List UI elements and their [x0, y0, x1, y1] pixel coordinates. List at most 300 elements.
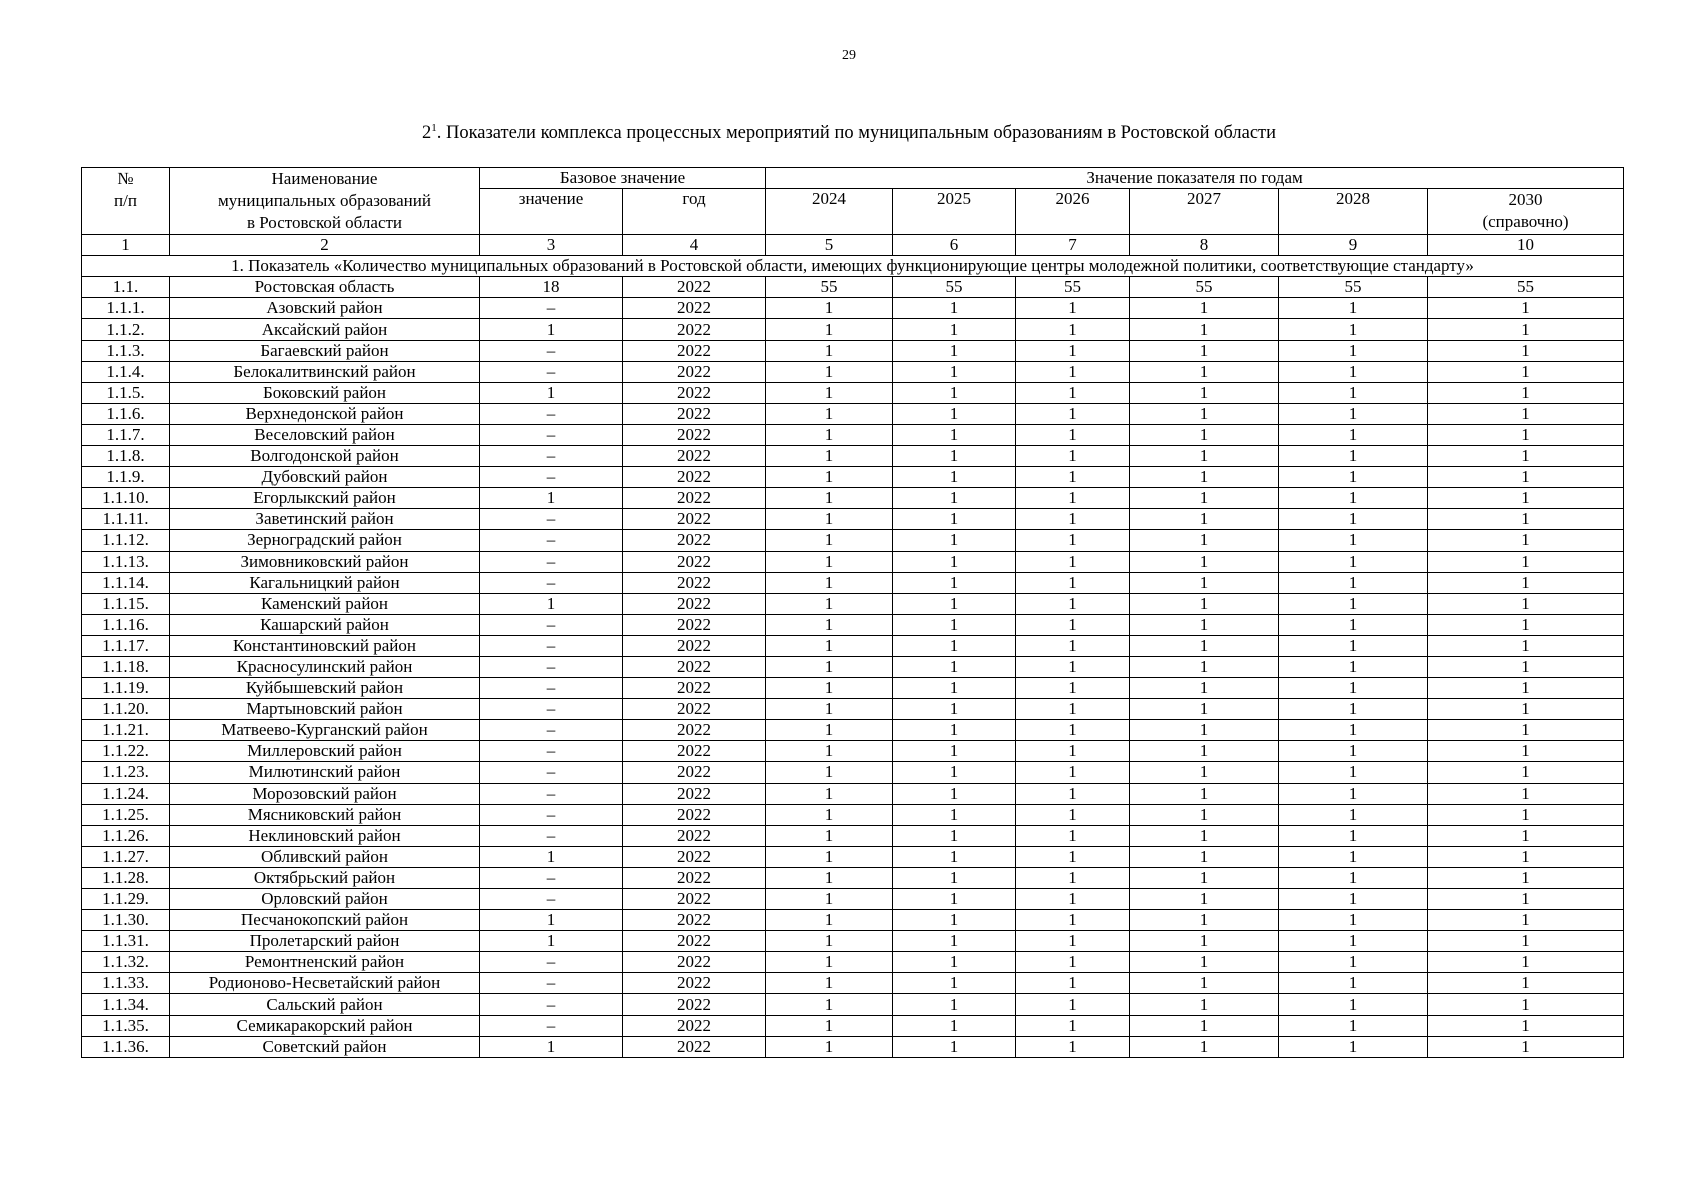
- table-row: [82, 509, 1624, 530]
- table-cell: 1: [1279, 446, 1428, 467]
- table-cell: 2022: [623, 572, 766, 593]
- table-cell: –: [480, 446, 623, 467]
- table-cell: 1: [1016, 846, 1130, 867]
- table-cell: 1.1.10.: [82, 488, 170, 509]
- table-cell: 1: [1130, 656, 1279, 677]
- table-row: [82, 277, 1624, 298]
- table-cell: 2022: [623, 1036, 766, 1057]
- table-cell: 1: [1130, 382, 1279, 403]
- table-cell: 2022: [623, 762, 766, 783]
- table-row: [82, 1036, 1624, 1057]
- municipality-name-cell: Миллеровский район: [170, 741, 480, 762]
- municipality-name-cell: Кагальницкий район: [170, 572, 480, 593]
- table-cell: 1: [893, 319, 1016, 340]
- table-cell: 2022: [623, 382, 766, 403]
- table-row: [82, 424, 1624, 445]
- column-number-cell: 1: [82, 235, 170, 256]
- table-cell: 1: [1130, 867, 1279, 888]
- table-cell: 1: [766, 403, 893, 424]
- table-cell: –: [480, 678, 623, 699]
- header-year-2025: 2025: [893, 189, 1016, 235]
- table-row: [82, 340, 1624, 361]
- table-cell: 1: [1016, 403, 1130, 424]
- table-cell: 1: [1428, 741, 1624, 762]
- header-base-group: Базовое значение: [480, 168, 766, 189]
- table-cell: 1: [1279, 382, 1428, 403]
- column-number-cell: 4: [623, 235, 766, 256]
- table-row: [82, 319, 1624, 340]
- table-cell: 2022: [623, 467, 766, 488]
- header-number-line2: п/п: [114, 191, 137, 210]
- table-cell: 2022: [623, 446, 766, 467]
- table-cell: 1: [1279, 298, 1428, 319]
- table-cell: 1.1.32.: [82, 952, 170, 973]
- municipality-name-cell: Волгодонской район: [170, 446, 480, 467]
- table-cell: 1: [1016, 572, 1130, 593]
- table-cell: 1: [893, 614, 1016, 635]
- table-cell: 1: [1279, 741, 1428, 762]
- table-row: [82, 889, 1624, 910]
- table-cell: 1: [1016, 1015, 1130, 1036]
- table-cell: 1: [1130, 931, 1279, 952]
- table-cell: 1: [766, 551, 893, 572]
- table-cell: 1: [1279, 867, 1428, 888]
- table-cell: 1.1.2.: [82, 319, 170, 340]
- table-cell: 1: [1016, 720, 1130, 741]
- municipality-name-cell: Семикаракорский район: [170, 1015, 480, 1036]
- table-cell: 1: [1130, 994, 1279, 1015]
- table-cell: 1: [766, 635, 893, 656]
- table-cell: 1: [893, 783, 1016, 804]
- table-cell: 2022: [623, 699, 766, 720]
- table-cell: 1: [893, 720, 1016, 741]
- table-cell: 1: [1016, 424, 1130, 445]
- section-row: [82, 256, 1624, 277]
- table-cell: –: [480, 551, 623, 572]
- table-cell: 1: [1428, 488, 1624, 509]
- table-cell: –: [480, 635, 623, 656]
- table-cell: 1: [1428, 551, 1624, 572]
- table-cell: 1: [1428, 783, 1624, 804]
- table-cell: 1: [893, 635, 1016, 656]
- table-row: [82, 973, 1624, 994]
- table-cell: 1: [766, 846, 893, 867]
- municipality-name-cell: Зимовниковский район: [170, 551, 480, 572]
- table-cell: 1: [766, 340, 893, 361]
- table-cell: 2022: [623, 804, 766, 825]
- table-cell: 1: [766, 488, 893, 509]
- table-cell: 1: [766, 783, 893, 804]
- table-cell: 2022: [623, 910, 766, 931]
- table-cell: 1: [1428, 530, 1624, 551]
- header-year-2030: [1428, 189, 1624, 235]
- table-cell: 1: [893, 889, 1016, 910]
- table-cell: –: [480, 994, 623, 1015]
- header-year-2028: 2028: [1279, 189, 1428, 235]
- table-cell: 1: [893, 530, 1016, 551]
- table-cell: 1.1.19.: [82, 678, 170, 699]
- table-cell: 2022: [623, 846, 766, 867]
- page-number: 29: [842, 48, 856, 63]
- table-cell: 1: [893, 340, 1016, 361]
- table-cell: 2022: [623, 635, 766, 656]
- municipality-name-cell: Пролетарский район: [170, 931, 480, 952]
- table-cell: 1: [766, 910, 893, 931]
- table-cell: 1.1.9.: [82, 467, 170, 488]
- table-cell: 1: [1428, 952, 1624, 973]
- header-year-2030-line1: 2030: [1508, 190, 1543, 210]
- table-cell: 1: [766, 509, 893, 530]
- header-year-2027: 2027: [1130, 189, 1279, 235]
- table-cell: –: [480, 889, 623, 910]
- section-title: 1. Показатель «Количество муниципальных образований в Ростовской области, имеющих функционирующие центры молодежной политики, соответствующие стандарту»: [82, 256, 1624, 277]
- table-cell: 1: [1016, 319, 1130, 340]
- table-cell: 1: [1279, 720, 1428, 741]
- table-cell: 1: [1279, 973, 1428, 994]
- column-number-cell: 2: [170, 235, 480, 256]
- column-number-cell: 7: [1016, 235, 1130, 256]
- table-cell: 1: [766, 804, 893, 825]
- table-cell: 1: [480, 319, 623, 340]
- table-cell: 1: [1428, 509, 1624, 530]
- table-cell: 2022: [623, 825, 766, 846]
- table-cell: 1: [1428, 446, 1624, 467]
- table-cell: 1: [1016, 593, 1130, 614]
- table-cell: 1: [1279, 889, 1428, 910]
- table-cell: 1: [1279, 762, 1428, 783]
- table-cell: 1: [893, 910, 1016, 931]
- table-row: [82, 994, 1624, 1015]
- table-cell: 1: [1279, 1036, 1428, 1057]
- table-cell: 1: [1428, 825, 1624, 846]
- table-cell: 1: [893, 825, 1016, 846]
- table-row: [82, 298, 1624, 319]
- table-cell: 1: [1130, 678, 1279, 699]
- table-cell: 1: [1428, 846, 1624, 867]
- table-cell: 1: [1130, 1036, 1279, 1057]
- table-cell: 1: [480, 593, 623, 614]
- title-text: . Показатели комплекса процессных мероприятий по муниципальным образованиям в Ростовской области: [436, 123, 1277, 143]
- table-cell: 2022: [623, 340, 766, 361]
- table-cell: –: [480, 952, 623, 973]
- table-cell: 1: [1016, 509, 1130, 530]
- table-cell: 1: [1016, 635, 1130, 656]
- table-cell: 1: [893, 467, 1016, 488]
- table-cell: 1.1.12.: [82, 530, 170, 551]
- table-cell: 1.1.35.: [82, 1015, 170, 1036]
- table-cell: 1: [1279, 530, 1428, 551]
- table-cell: 1: [893, 973, 1016, 994]
- municipality-name-cell: Константиновский район: [170, 635, 480, 656]
- table-cell: 1: [893, 656, 1016, 677]
- table-cell: 1.1.13.: [82, 551, 170, 572]
- table-cell: –: [480, 741, 623, 762]
- table-cell: 1: [766, 741, 893, 762]
- table-cell: 1: [1016, 551, 1130, 572]
- table-cell: 1.1.26.: [82, 825, 170, 846]
- header-number-line1: №: [117, 169, 134, 188]
- table-cell: 1: [1428, 867, 1624, 888]
- table-cell: 1: [1016, 910, 1130, 931]
- table-cell: 1: [1279, 614, 1428, 635]
- table-cell: 1.1.30.: [82, 910, 170, 931]
- table-cell: 1: [766, 762, 893, 783]
- table-cell: 1: [1279, 931, 1428, 952]
- table-cell: –: [480, 340, 623, 361]
- municipality-name-cell: Дубовский район: [170, 467, 480, 488]
- header-year-2030-line2: (справочно): [1482, 212, 1569, 232]
- table-cell: 18: [480, 277, 623, 298]
- table-cell: 1: [1130, 699, 1279, 720]
- table-cell: 1: [1130, 720, 1279, 741]
- table-cell: 1: [1279, 783, 1428, 804]
- title-number: 2: [421, 123, 432, 143]
- table-cell: 1.1.5.: [82, 382, 170, 403]
- table-cell: 1: [1428, 467, 1624, 488]
- table-cell: 1: [1279, 825, 1428, 846]
- table-cell: 1.1.31.: [82, 931, 170, 952]
- municipality-name-cell: Азовский район: [170, 298, 480, 319]
- table-cell: 1: [1130, 804, 1279, 825]
- table-cell: –: [480, 699, 623, 720]
- table-cell: 1: [1279, 319, 1428, 340]
- table-cell: 1: [1279, 467, 1428, 488]
- table-cell: 1.1.23.: [82, 762, 170, 783]
- table-cell: 1: [1130, 825, 1279, 846]
- table-cell: 2022: [623, 361, 766, 382]
- table-cell: 1: [1130, 593, 1279, 614]
- table-cell: 1: [893, 931, 1016, 952]
- table-cell: 1.1.25.: [82, 804, 170, 825]
- table-cell: 1.1.: [82, 277, 170, 298]
- table-cell: 2022: [623, 1015, 766, 1036]
- table-cell: 1.1.1.: [82, 298, 170, 319]
- table-row: [82, 572, 1624, 593]
- municipality-name-cell: Мартыновский район: [170, 699, 480, 720]
- table-row: [82, 446, 1624, 467]
- table-cell: 1: [893, 424, 1016, 445]
- table-cell: 1: [1016, 382, 1130, 403]
- table-cell: –: [480, 424, 623, 445]
- table-cell: 55: [1016, 277, 1130, 298]
- table-cell: 1: [766, 467, 893, 488]
- table-cell: 1: [766, 1015, 893, 1036]
- table-row: [82, 530, 1624, 551]
- table-cell: –: [480, 804, 623, 825]
- table-cell: 1: [1279, 572, 1428, 593]
- table-cell: –: [480, 973, 623, 994]
- table-cell: 1: [1130, 509, 1279, 530]
- table-cell: 1: [1016, 994, 1130, 1015]
- table-cell: 1: [893, 509, 1016, 530]
- table-cell: 1: [1279, 994, 1428, 1015]
- table-cell: 1: [893, 572, 1016, 593]
- municipality-name-cell: Верхнедонской район: [170, 403, 480, 424]
- table-cell: 1: [1016, 1036, 1130, 1057]
- table-cell: 2022: [623, 298, 766, 319]
- municipality-name-cell: Песчанокопский район: [170, 910, 480, 931]
- municipality-name-cell: Белокалитвинский район: [170, 361, 480, 382]
- table-row: [82, 593, 1624, 614]
- table-cell: 1: [480, 910, 623, 931]
- municipality-name-cell: Багаевский район: [170, 340, 480, 361]
- table-cell: 2022: [623, 277, 766, 298]
- table-cell: –: [480, 572, 623, 593]
- table-cell: 1.1.11.: [82, 509, 170, 530]
- table-cell: 1: [766, 298, 893, 319]
- table-cell: 1: [480, 382, 623, 403]
- table-cell: 1: [1279, 635, 1428, 656]
- table-cell: 1: [480, 846, 623, 867]
- table-cell: 2022: [623, 867, 766, 888]
- table-cell: 1: [1279, 952, 1428, 973]
- table-cell: 1: [1016, 825, 1130, 846]
- table-cell: 1: [893, 846, 1016, 867]
- municipality-name-cell: Орловский район: [170, 889, 480, 910]
- table-cell: 1: [1016, 530, 1130, 551]
- table-row: [82, 678, 1624, 699]
- table-row: [82, 1015, 1624, 1036]
- table-cell: 1: [766, 931, 893, 952]
- municipality-name-cell: Сальский район: [170, 994, 480, 1015]
- table-cell: 1: [1428, 762, 1624, 783]
- table-cell: 1.1.21.: [82, 720, 170, 741]
- header-number: [82, 168, 170, 235]
- municipality-name-cell: Куйбышевский район: [170, 678, 480, 699]
- table-cell: 1: [1279, 424, 1428, 445]
- column-number-cell: 3: [480, 235, 623, 256]
- table-cell: 1: [893, 699, 1016, 720]
- header-name-line3: в Ростовской области: [246, 213, 403, 232]
- table-cell: 1: [480, 1036, 623, 1057]
- table-cell: 1: [1130, 361, 1279, 382]
- table-cell: 1: [1428, 678, 1624, 699]
- table-cell: 1: [1428, 298, 1624, 319]
- table-cell: 2022: [623, 931, 766, 952]
- table-row: [82, 467, 1624, 488]
- table-cell: 1: [1130, 446, 1279, 467]
- table-cell: 1: [1016, 762, 1130, 783]
- table-body: [82, 256, 1624, 1058]
- table-row: [82, 762, 1624, 783]
- table-cell: 1: [1130, 551, 1279, 572]
- table-cell: 2022: [623, 952, 766, 973]
- table-cell: 2022: [623, 403, 766, 424]
- table-cell: 1: [1279, 656, 1428, 677]
- column-number-cell: 8: [1130, 235, 1279, 256]
- table-cell: 55: [766, 277, 893, 298]
- table-cell: 1: [893, 1015, 1016, 1036]
- table-cell: –: [480, 656, 623, 677]
- table-row: [82, 846, 1624, 867]
- table-cell: 1.1.22.: [82, 741, 170, 762]
- table-cell: 1.1.16.: [82, 614, 170, 635]
- table-cell: 55: [1279, 277, 1428, 298]
- table-row: [82, 825, 1624, 846]
- table-cell: 1: [766, 446, 893, 467]
- table-cell: 1: [1016, 867, 1130, 888]
- table-cell: 1: [766, 1036, 893, 1057]
- table-cell: 1: [1279, 488, 1428, 509]
- municipality-name-cell: Обливский район: [170, 846, 480, 867]
- table-cell: 1: [1130, 910, 1279, 931]
- table-cell: 1: [893, 867, 1016, 888]
- table-cell: 2022: [623, 509, 766, 530]
- table-cell: 1: [1428, 699, 1624, 720]
- column-number-cell: 10: [1428, 235, 1624, 256]
- table-cell: 1: [893, 382, 1016, 403]
- column-numbers-row: [82, 235, 1624, 256]
- table-cell: 1: [1428, 931, 1624, 952]
- table-cell: 1: [1279, 910, 1428, 931]
- municipality-name-cell: Кашарский район: [170, 614, 480, 635]
- table-cell: 1: [1428, 804, 1624, 825]
- table-cell: 1: [766, 825, 893, 846]
- table-cell: 1: [1428, 593, 1624, 614]
- table-cell: 1: [1016, 656, 1130, 677]
- document-title: [0, 123, 1698, 144]
- table-cell: 1: [1279, 699, 1428, 720]
- table-cell: 2022: [623, 488, 766, 509]
- table-cell: 2022: [623, 994, 766, 1015]
- table-row: [82, 382, 1624, 403]
- table-cell: 55: [1130, 277, 1279, 298]
- table-row: [82, 720, 1624, 741]
- municipality-name-cell: Веселовский район: [170, 424, 480, 445]
- table-cell: 1.1.24.: [82, 783, 170, 804]
- table-cell: –: [480, 720, 623, 741]
- table-cell: –: [480, 614, 623, 635]
- table-cell: 1.1.7.: [82, 424, 170, 445]
- table-cell: 2022: [623, 656, 766, 677]
- table-cell: 1: [1130, 973, 1279, 994]
- table-cell: –: [480, 783, 623, 804]
- municipality-name-cell: Каменский район: [170, 593, 480, 614]
- table-cell: 1: [1428, 572, 1624, 593]
- table-cell: 1: [1428, 361, 1624, 382]
- table-cell: 1.1.8.: [82, 446, 170, 467]
- municipality-name-cell: Советский район: [170, 1036, 480, 1057]
- table-cell: 1: [1016, 931, 1130, 952]
- table-cell: 1: [1016, 973, 1130, 994]
- table-cell: 1: [766, 382, 893, 403]
- table-cell: 1.1.14.: [82, 572, 170, 593]
- table-cell: 1: [893, 361, 1016, 382]
- table-cell: 1: [893, 762, 1016, 783]
- table-cell: –: [480, 1015, 623, 1036]
- table-cell: 1: [766, 319, 893, 340]
- table-cell: 1: [1279, 403, 1428, 424]
- table-cell: 1: [1016, 678, 1130, 699]
- table-cell: 1: [893, 551, 1016, 572]
- municipality-name-cell: Красносулинский район: [170, 656, 480, 677]
- table-cell: 1: [1130, 846, 1279, 867]
- table-cell: –: [480, 298, 623, 319]
- table-cell: 2022: [623, 720, 766, 741]
- header-years-group: Значение показателя по годам: [766, 168, 1624, 189]
- table-cell: 1: [1428, 889, 1624, 910]
- table-cell: 1: [766, 572, 893, 593]
- table-cell: 55: [893, 277, 1016, 298]
- column-number-cell: 6: [893, 235, 1016, 256]
- municipality-name-cell: Неклиновский район: [170, 825, 480, 846]
- table-cell: 2022: [623, 973, 766, 994]
- table-cell: 1: [1016, 952, 1130, 973]
- table-cell: 1: [1428, 635, 1624, 656]
- table-cell: 1: [1016, 340, 1130, 361]
- table-cell: 2022: [623, 424, 766, 445]
- table-cell: 1.1.3.: [82, 340, 170, 361]
